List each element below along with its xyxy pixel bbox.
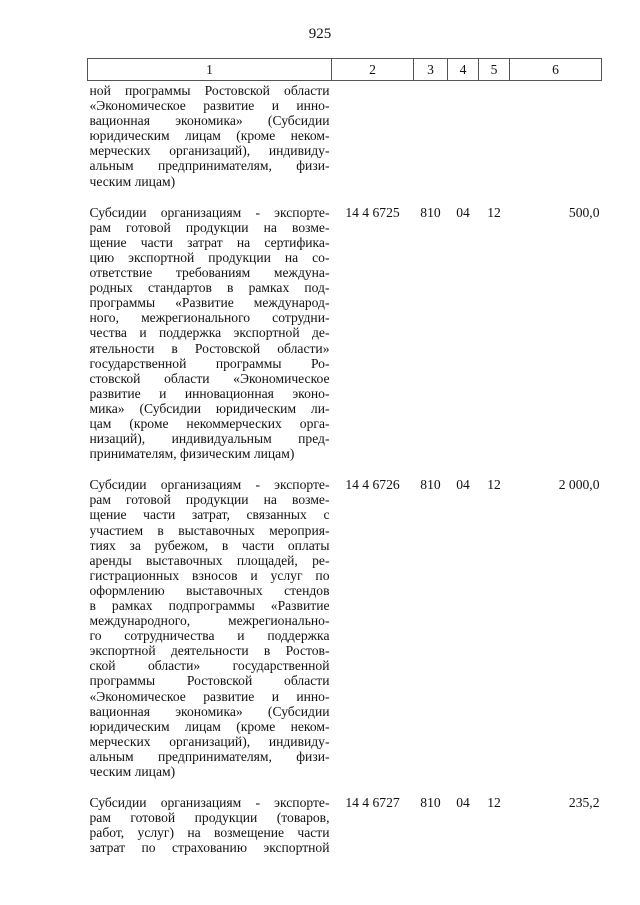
subsection-cell xyxy=(479,81,510,189)
description-line: принимателям, физическим лицам) xyxy=(89,446,295,462)
description-line: затрат по страхованию экспортной xyxy=(89,840,330,856)
description-line: «Экономическое развитие и инно- xyxy=(89,98,330,114)
description-line: аренды выставочных площадей, ре- xyxy=(89,552,330,568)
section-cell: 04 xyxy=(456,795,470,811)
spacer-cell xyxy=(414,189,448,203)
row-description xyxy=(88,475,332,779)
column-header-expense-type: 3 xyxy=(414,59,448,81)
spacer-cell xyxy=(479,189,510,203)
column-header-amount: 6 xyxy=(510,59,602,81)
spacer-cell xyxy=(88,189,332,203)
amount-cell xyxy=(510,81,602,189)
spacer-cell xyxy=(510,779,602,793)
description-line: оформлению выставочных стендов xyxy=(89,582,330,598)
description-line: работ, услуг) на возмещение части xyxy=(89,825,330,841)
description-line: Субсидии организациям - экспорте- xyxy=(89,204,330,220)
description-line: ного, межрегионального сотрудни- xyxy=(89,310,330,326)
spacer-cell xyxy=(332,189,414,203)
description-line: рам готовой продукции на возме- xyxy=(89,492,330,508)
expense-type-cell xyxy=(414,81,448,189)
description-line: щение части затрат, связанных с xyxy=(89,507,330,523)
subsection-cell: 12 xyxy=(487,204,501,220)
row-description xyxy=(88,203,332,462)
description-line: стовской области «Экономическое xyxy=(89,370,330,386)
description-line: рам готовой продукции (товаров, xyxy=(89,810,330,826)
description-line: ной программы Ростовской области xyxy=(89,83,330,98)
row-description xyxy=(88,793,332,855)
description-line: юридическим лицам (кроме неком- xyxy=(89,128,330,144)
description-line: Субсидии организациям - экспорте- xyxy=(89,477,330,493)
description-line: ответствие требованиям междуна- xyxy=(89,265,330,281)
row-spacer xyxy=(88,779,602,793)
spacer-cell xyxy=(414,779,448,793)
table-row xyxy=(88,203,602,462)
target-code-cell xyxy=(332,81,414,189)
row-spacer xyxy=(88,189,602,203)
spacer-cell xyxy=(448,779,479,793)
description-line: юридическим лицам (кроме неком- xyxy=(89,718,330,734)
description-line: тиях за рубежом, в части оплаты xyxy=(89,537,330,553)
column-header-section: 4 xyxy=(448,59,479,81)
description-line: мика» (Субсидии юридическим ли- xyxy=(89,400,330,416)
description-line: ческим лицам) xyxy=(89,173,176,189)
section-cell: 04 xyxy=(456,477,470,493)
spacer-cell xyxy=(332,461,414,475)
description-line: программы «Развитие международ- xyxy=(89,295,330,311)
description-line: «Экономическое развитие и инно- xyxy=(89,688,330,704)
amount-cell: 500,0 xyxy=(568,204,600,220)
column-header-target-code: 2 xyxy=(332,59,414,81)
description-line: программы Ростовской области xyxy=(89,673,330,689)
table-row xyxy=(88,81,602,189)
row-description xyxy=(88,81,332,189)
column-header-description: 1 xyxy=(88,59,332,81)
page-number: 925 xyxy=(308,26,332,42)
description-line: альным предпринимателям, физи- xyxy=(89,158,330,174)
description-line: рам готовой продукции на возме- xyxy=(89,219,330,235)
description-line: участием в выставочных мероприя- xyxy=(89,522,330,538)
description-line: гистрационных взносов и услуг по xyxy=(89,567,330,583)
description-line: Субсидии организациям - экспорте- xyxy=(89,795,330,811)
description-line: вационная экономика» (Субсидии xyxy=(89,703,330,719)
description-line: щение части затрат на сертифика- xyxy=(89,234,330,250)
description-line: цию экспортной продукции на со- xyxy=(89,249,330,265)
table-header-row xyxy=(88,59,602,81)
description-line: развитие и инновационная эконо- xyxy=(89,385,330,401)
expense-type-cell: 810 xyxy=(420,795,441,811)
description-line: в рамках подпрограммы «Развитие xyxy=(89,598,330,613)
description-line: цам (кроме некоммерческих орга- xyxy=(89,415,330,431)
spacer-cell xyxy=(448,461,479,475)
description-line: чества и поддержка экспортной де- xyxy=(89,325,330,341)
section-cell: 04 xyxy=(456,204,470,220)
description-line: экспортной деятельности в Ростов- xyxy=(89,643,330,659)
row-spacer xyxy=(88,461,602,475)
spacer-cell xyxy=(414,461,448,475)
spacer-cell xyxy=(332,779,414,793)
spacer-cell xyxy=(479,779,510,793)
target-code-cell: 14 4 6727 xyxy=(345,795,400,811)
spacer-cell xyxy=(510,461,602,475)
description-line: го сотрудничества и поддержка xyxy=(89,628,330,644)
description-line: мерческих организаций), индивиду- xyxy=(89,143,330,159)
spacer-cell xyxy=(479,461,510,475)
column-header-subsection: 5 xyxy=(479,59,510,81)
description-line: низаций), индивидуальным пред- xyxy=(89,431,330,447)
description-line: альным предпринимателям, физи- xyxy=(89,748,330,764)
description-line: ческим лицам) xyxy=(89,764,176,780)
target-code-cell: 14 4 6725 xyxy=(345,204,400,220)
spacer-cell xyxy=(88,779,332,793)
spacer-cell xyxy=(88,461,332,475)
spacer-cell xyxy=(510,189,602,203)
expense-type-cell: 810 xyxy=(420,204,441,220)
subsection-cell: 12 xyxy=(487,795,501,811)
expense-type-cell: 810 xyxy=(420,477,441,493)
description-line: родных стандартов в рамках под- xyxy=(89,280,330,296)
description-line: государственной программы Ро- xyxy=(89,355,330,371)
description-line: мерческих организаций), индивиду- xyxy=(89,733,330,749)
table-row xyxy=(88,475,602,779)
target-code-cell: 14 4 6726 xyxy=(345,477,400,493)
section-cell xyxy=(448,81,479,189)
amount-cell: 2 000,0 xyxy=(558,477,600,493)
amount-cell: 235,2 xyxy=(568,795,600,811)
description-line: вационная экономика» (Субсидии xyxy=(89,113,330,129)
budget-table xyxy=(87,58,602,856)
description-line: ятельности в Ростовской области» xyxy=(89,340,330,356)
description-line: международного, межрегионально- xyxy=(89,613,330,629)
description-line: ской области» государственной xyxy=(89,658,330,674)
spacer-cell xyxy=(448,189,479,203)
table-row xyxy=(88,793,602,855)
subsection-cell: 12 xyxy=(487,477,501,493)
